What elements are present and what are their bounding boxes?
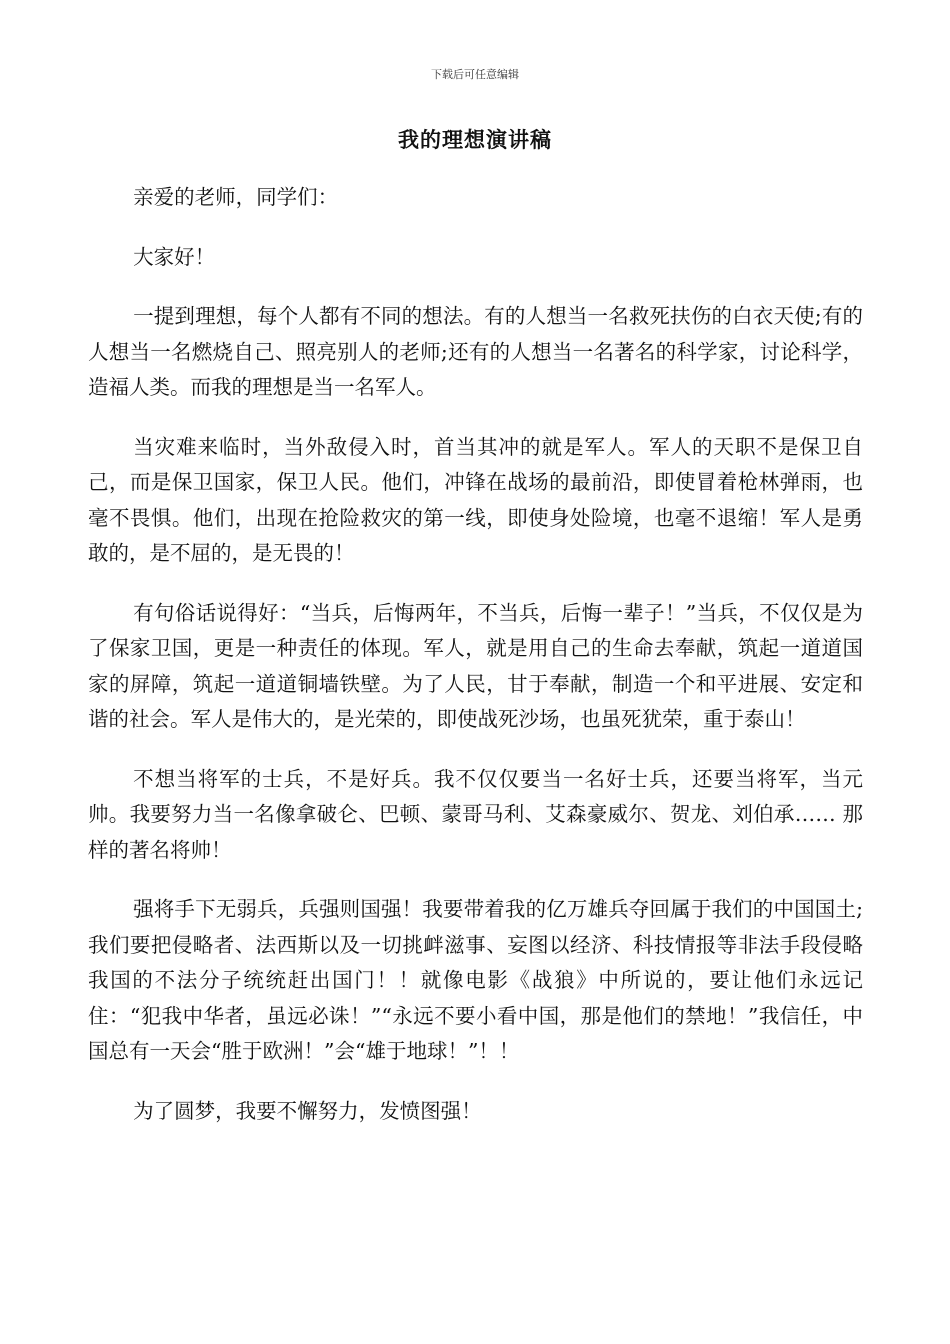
paragraph-ideals: 一提到理想，每个人都有不同的想法。有的人想当一名救死扶伤的白衣天使;有的人想当一名燃烧自己、照亮别人的老师;还有的人想当一名著名的科学家，讨论科学，造福人类。而我的理想是当一名军人。: [88, 304, 863, 399]
document-body: [88, 180, 863, 1153]
paragraph-greeting: 亲爱的老师，同学们：: [133, 185, 339, 209]
paragraph-soldiers-duty: 当灾难来临时，当外敌侵入时，首当其冲的就是军人。军人的天职不是保卫自己，而是保卫国家，保卫人民。他们，冲锋在战场的最前沿，即使冒着枪林弹雨，也毫不畏惧。他们，出现在抢险救灾的第一线，即使身处险境，也毫不退缩！军人是勇敢的，是不屈的，是无畏的！: [88, 434, 863, 565]
document-title: 我的理想演讲稿: [398, 127, 552, 152]
paragraph-hello: 大家好！: [133, 244, 216, 269]
header-note: 下载后可任意编辑: [431, 68, 519, 81]
paragraph-closing: 为了圆梦，我要不懈努力，发愤图强！: [133, 1098, 482, 1123]
paragraph-strong-nation: 强将手下无弱兵，兵强则国强！我要带着我的亿万雄兵夺回属于我们的中国国土;我们要把侵略者、法西斯以及一切挑衅滋事、妄图以经济、科技情报等非法手段侵略我国的不法分子统统赶出国门！！就像电影《战狼》中所说的，要让他们永远记住：“犯我中华者，虽远必诛！”“永远不要小看中国，那是他们的禁地！”我信任，中国总有一天会“胜于欧洲！”会“雄于地球！”！！: [88, 897, 863, 1063]
paragraph-proverb: 有句俗话说得好：“当兵，后悔两年，不当兵，后悔一辈子！”当兵，不仅仅是为了保家卫国，更是一种责任的体现。军人，就是用自己的生命去奉献，筑起一道道国家的屏障，筑起一道道铜墙铁壁。为了人民，甘于奉献，制造一个和平进展、安定和谐的社会。军人是伟大的，是光荣的，即使战死沙场，也虽死犹荣，重于泰山！: [88, 600, 863, 731]
paragraph-general: 不想当将军的士兵，不是好兵。我不仅仅要当一名好士兵，还要当将军，当元帅。我要努力当一名像拿破仑、巴顿、蒙哥马利、艾森豪威尔、贺龙、刘伯承…… 那样的著名将帅！: [88, 766, 863, 862]
